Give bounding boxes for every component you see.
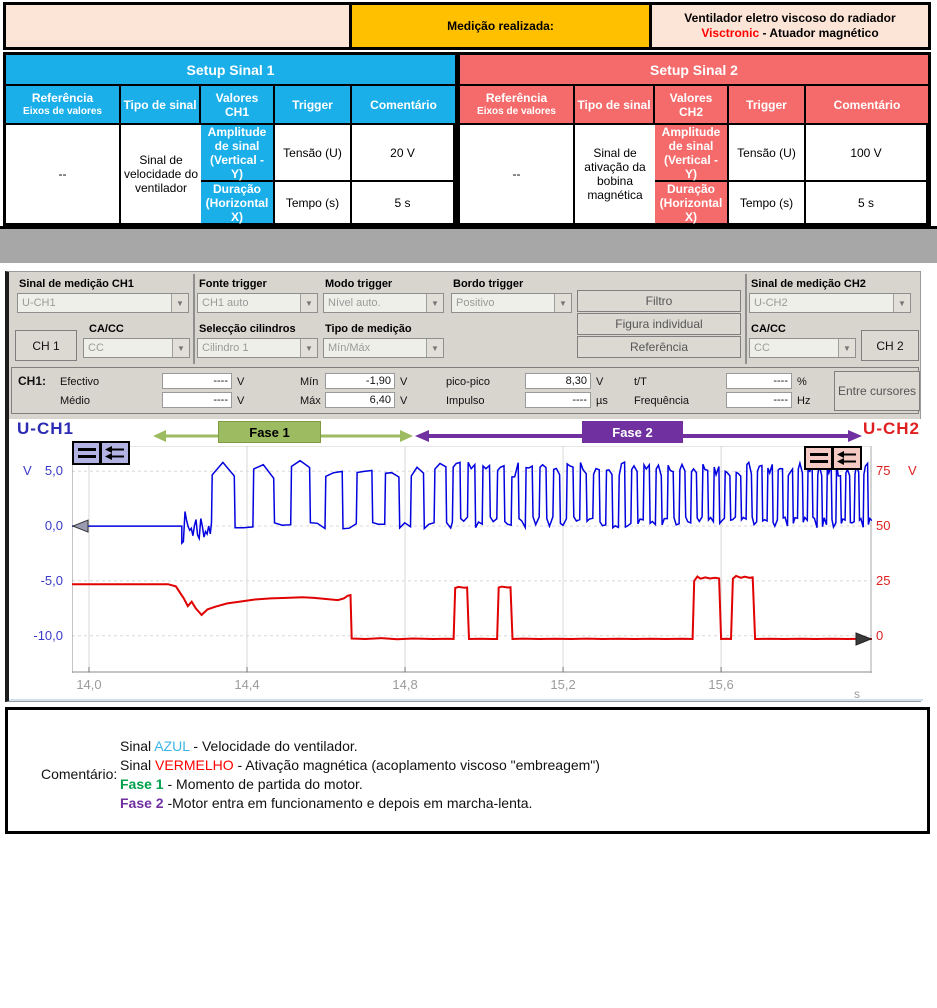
setup2-col-ref: Referência Eixos de valores <box>460 86 575 125</box>
waveform-chart <box>9 419 923 701</box>
chevron-down-icon: ▼ <box>300 294 317 312</box>
cursor-bars-icon[interactable] <box>804 446 833 470</box>
comment-line: Sinal VERMELHO - Ativação magnética (acoplamento viscoso "embreagem") <box>120 757 600 773</box>
cursor-arrows-icon[interactable] <box>833 446 862 470</box>
right-tick-label: 25 <box>876 572 891 588</box>
cacc2-dropdown[interactable]: CC ▼ <box>749 338 856 358</box>
pico-pico-label: pico-pico <box>446 376 491 388</box>
left-tick-label: -10,0 <box>33 627 63 643</box>
impulso-field[interactable]: ---- <box>525 392 591 408</box>
cursor-arrows-icon[interactable] <box>101 441 130 465</box>
x-tick-label: 14,4 <box>234 677 260 692</box>
bordo-trigger-label: Bordo trigger <box>453 278 524 290</box>
cacc2-label: CA/CC <box>751 323 786 335</box>
entre-cursores-button[interactable]: Entre cursores <box>834 371 920 411</box>
measurement-panel <box>11 367 919 414</box>
right-tick-label: 75 <box>876 463 891 479</box>
tt-field[interactable]: ---- <box>726 373 792 389</box>
filtro-button[interactable]: Filtro <box>577 290 741 312</box>
medio-field[interactable]: ---- <box>162 392 232 408</box>
setup1-row2-ref: Duração (Horizontal X) <box>201 182 275 223</box>
chevron-down-icon: ▼ <box>893 294 910 312</box>
setup1-row2-val: 5 s <box>352 182 455 223</box>
chevron-down-icon: ▼ <box>426 339 443 357</box>
setup1-col-trigger: Trigger <box>275 86 352 125</box>
x-tick-label: 15,2 <box>550 677 576 692</box>
uch2-title: U-CH2 <box>863 419 920 438</box>
comment-line: Sinal AZUL - Velocidade do ventilador. <box>120 738 358 754</box>
tipo-medicao-dropdown[interactable]: Mín/Máx ▼ <box>323 338 444 358</box>
header-title-cell <box>652 5 928 47</box>
comment-line: Fase 1 - Momento de partida do motor. <box>120 776 363 792</box>
setup1-col-coment: Comentário <box>352 86 455 125</box>
wave-U-CH2 <box>72 576 872 639</box>
comment-line: Fase 2 -Motor entra em funcionamento e depois em marcha-lenta. <box>120 795 533 811</box>
setup2-col-coment: Comentário <box>806 86 928 125</box>
brand-name: Visctronic <box>701 26 760 40</box>
report-header <box>3 2 931 50</box>
x-tick-label: 14,0 <box>76 677 102 692</box>
chevron-down-icon: ▼ <box>554 294 571 312</box>
setup2-row2-ref: Duração (Horizontal X) <box>655 182 729 223</box>
unit-v: V <box>400 395 408 407</box>
header-empty-cell <box>6 5 352 47</box>
oscilloscope-panel <box>5 271 921 702</box>
left-tick-label: -5,0 <box>40 572 63 588</box>
fase2-label: Fase 2 <box>582 421 683 443</box>
toolbar-divider <box>745 274 747 364</box>
unit-us: µs <box>596 395 608 407</box>
header-title-rest: - Atuador magnético <box>759 26 879 40</box>
setup2-comentario: Sinal de ativação da bobina magnética <box>584 146 646 202</box>
setup2-trigger-val: -- <box>460 125 575 223</box>
right-tick-label: 0 <box>876 627 884 643</box>
unit-hz: Hz <box>797 395 811 407</box>
modo-trigger-dropdown[interactable]: Nível auto. ▼ <box>323 293 444 313</box>
cilindros-dropdown[interactable]: Cilindro 1 ▼ <box>197 338 318 358</box>
chevron-down-icon: ▼ <box>300 339 317 357</box>
unit-v: V <box>400 376 408 388</box>
chevron-down-icon: ▼ <box>172 339 189 357</box>
efectivo-field[interactable]: ---- <box>162 373 232 389</box>
measure-label-text: Medição realizada: <box>447 18 554 33</box>
setup1-col-valores: Valores CH1 <box>201 86 275 125</box>
setup-sinal-1-table <box>3 52 458 226</box>
tt-label: t/T <box>634 376 647 388</box>
pico-pico-field[interactable]: 8,30 <box>525 373 591 389</box>
setup1-row1-ref: Amplitude de sinal (Vertical - Y) <box>201 125 275 182</box>
chevron-down-icon: ▼ <box>838 339 855 357</box>
ch1-button[interactable]: CH 1 <box>15 330 77 361</box>
unit-pct: % <box>797 376 807 388</box>
unit-v: V <box>237 395 245 407</box>
tipo-medicao-label: Tipo de medição <box>325 323 412 335</box>
figura-individual-button[interactable]: Figura individual <box>577 313 741 335</box>
setup1-col-tipo: Tipo de sinal <box>121 86 201 125</box>
fonte-trigger-label: Fonte trigger <box>199 278 267 290</box>
ch2-button[interactable]: CH 2 <box>861 330 919 361</box>
max-label: Máx <box>300 395 321 407</box>
modo-trigger-label: Modo trigger <box>325 278 393 290</box>
comment-box <box>5 707 930 834</box>
min-field[interactable]: -1,90 <box>325 373 395 389</box>
setup2-row1-ref: Amplitude de sinal (Vertical - Y) <box>655 125 729 182</box>
setup2-row2-val: 5 s <box>806 182 928 223</box>
setup2-col-tipo: Tipo de sinal <box>575 86 655 125</box>
cursor-bars-icon[interactable] <box>72 441 101 465</box>
max-field[interactable]: 6,40 <box>325 392 395 408</box>
ch2-source-dropdown[interactable]: U-CH2 ▼ <box>749 293 911 313</box>
right-axis-unit: V <box>908 463 917 479</box>
setup1-trigger-val: -- <box>6 125 121 223</box>
x-tick-label: 14,8 <box>392 677 418 692</box>
meas-ch-label: CH1: <box>18 374 47 388</box>
min-label: Mín <box>300 376 319 388</box>
wave-U-CH1 <box>72 461 872 544</box>
header-measure-label <box>352 5 652 47</box>
x-tick-label: 15,6 <box>708 677 734 692</box>
waveform-svg <box>72 446 872 673</box>
unit-v: V <box>237 376 245 388</box>
uch1-title: U-CH1 <box>17 419 74 438</box>
x-axis-unit: s <box>854 687 860 701</box>
header-title-line1: Ventilador eletro viscoso do radiador <box>684 11 896 25</box>
cacc1-label: CA/CC <box>89 323 124 335</box>
toolbar-divider <box>193 274 195 364</box>
left-tick-label: 0,0 <box>44 518 63 534</box>
ch1-cursor-controls <box>72 441 130 465</box>
fase1-label: Fase 1 <box>218 421 321 443</box>
setup1-title: Setup Sinal 1 <box>6 55 455 86</box>
separator-band <box>0 226 937 263</box>
setup1-row2-tipo: Tempo (s) <box>275 182 352 223</box>
left-axis-unit: V <box>23 463 32 479</box>
setup-sinal-2-table <box>458 52 931 226</box>
medio-label: Médio <box>60 395 90 407</box>
chevron-down-icon: ▼ <box>426 294 443 312</box>
setup1-comentario: Sinal de velocidade do ventilador <box>123 153 199 195</box>
frequencia-label: Frequência <box>634 395 690 407</box>
header-title-line2 <box>701 26 878 41</box>
left-tick-label: 5,0 <box>44 463 63 479</box>
ch2-cursor-controls <box>804 446 862 470</box>
cilindros-label: Selecção cilindros <box>199 323 296 335</box>
setup2-row1-val: 100 V <box>806 125 928 182</box>
ch2-source-label: Sinal de medição CH2 <box>751 278 866 290</box>
setup2-title: Setup Sinal 2 <box>460 55 928 86</box>
ch1-source-label: Sinal de medição CH1 <box>19 278 134 290</box>
setup2-col-valores: Valores CH2 <box>655 86 729 125</box>
bordo-trigger-dropdown[interactable]: Positivo ▼ <box>451 293 572 313</box>
fonte-trigger-dropdown[interactable]: CH1 auto ▼ <box>197 293 318 313</box>
setup1-row1-tipo: Tensão (U) <box>275 125 352 182</box>
comment-label: Comentário: <box>41 766 118 782</box>
setup1-col-ref: Referência Eixos de valores <box>6 86 121 125</box>
efectivo-label: Efectivo <box>60 376 100 388</box>
unit-v: V <box>596 376 604 388</box>
comment-lines <box>120 737 600 813</box>
chevron-down-icon: ▼ <box>171 294 188 312</box>
setup2-row2-tipo: Tempo (s) <box>729 182 806 223</box>
impulso-label: Impulso <box>446 395 485 407</box>
setup2-col-trigger: Trigger <box>729 86 806 125</box>
cacc1-dropdown[interactable]: CC ▼ <box>83 338 190 358</box>
frequencia-field[interactable]: ---- <box>726 392 792 408</box>
referencia-button[interactable]: Referência <box>577 336 741 358</box>
ch1-source-dropdown[interactable]: U-CH1 ▼ <box>17 293 189 313</box>
setup2-row1-tipo: Tensão (U) <box>729 125 806 182</box>
right-tick-label: 50 <box>876 518 891 534</box>
setup-tables <box>3 52 931 226</box>
setup1-row1-val: 20 V <box>352 125 455 182</box>
